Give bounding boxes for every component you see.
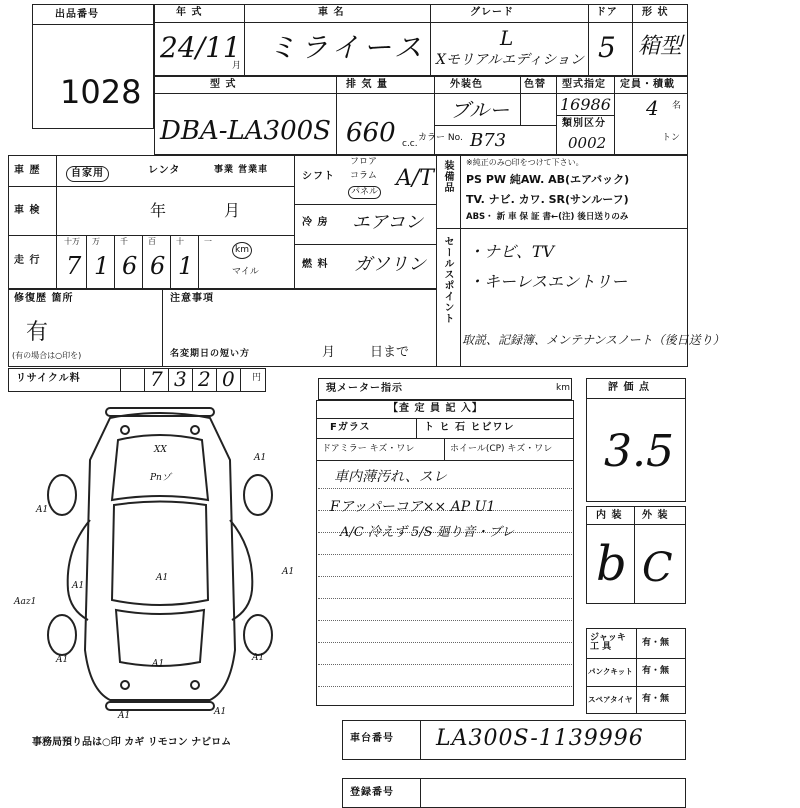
- chassis-value: LA300S-1139996: [436, 726, 644, 751]
- color-code-label: カラー No.: [418, 133, 463, 143]
- grade-line1: L: [500, 26, 514, 50]
- type-designation-value: 16986: [560, 95, 611, 114]
- displacement-value: 660: [346, 118, 396, 148]
- history-label: 車 歴: [14, 165, 41, 176]
- type-designation-label: 型式指定: [562, 79, 606, 90]
- tool-jack-label: ジャッキ 工 具: [590, 633, 626, 652]
- sales-point-1: ・ナビ、TV: [468, 242, 555, 261]
- mark-left-front: A1: [36, 505, 49, 515]
- color-code-value: B73: [470, 130, 507, 151]
- inspector-remark-2: Fアッパーコア×× AP U1: [330, 499, 496, 515]
- equipment-line3: ABS・ 新 車 保 証 書←(注) 後日送りのみ: [466, 212, 629, 222]
- sales-point-3: 取説、記録簿、メンテナンスノート（後日送り）: [462, 333, 725, 347]
- recycle-label: リサイクル料: [16, 373, 81, 384]
- displacement-label: 排 気 量: [346, 79, 388, 90]
- mileage-digit-label: 十: [176, 237, 184, 246]
- exterior-value: C: [642, 545, 673, 591]
- sales-points-label: セールスポイント: [442, 236, 453, 324]
- mark-front-pn: Pnゾ: [150, 473, 171, 483]
- interior-label: 内 装: [596, 510, 623, 521]
- mark-left-side: Aaz1: [14, 597, 37, 607]
- history-private[interactable]: 自家用: [66, 166, 109, 182]
- equipment-note: ※純正のみ○印をつけて下さい。: [466, 158, 584, 167]
- notes-label: 注意事項: [170, 293, 214, 304]
- doors-value: 5: [598, 31, 616, 64]
- color-value: ブルー: [450, 98, 510, 122]
- inspection-label: 車 検: [14, 205, 41, 216]
- mark-left-upper: A1: [72, 581, 85, 591]
- color-change-label: 色替: [524, 79, 546, 90]
- meter-label: 現メーター指示: [326, 383, 403, 394]
- tool-spare-value: 有・無: [642, 694, 670, 704]
- tool-puncture-label: パンクキット: [588, 667, 633, 676]
- recycle-digit: 7: [150, 367, 163, 391]
- tool-puncture-value: 有・無: [642, 666, 670, 676]
- doors-label: ドア: [596, 7, 618, 18]
- grade-line2: Xモリアルエディション: [436, 52, 585, 68]
- shape-value: 箱型: [638, 34, 683, 59]
- mileage-digit-label: 十万: [64, 237, 80, 246]
- mileage-digit: 1: [94, 252, 110, 280]
- shift-label: シフト: [302, 171, 335, 182]
- meter-unit: km: [556, 383, 570, 393]
- registration-label: 登録番号: [350, 787, 394, 798]
- color-label: 外装色: [450, 79, 483, 90]
- inspection-year: 年: [150, 201, 167, 220]
- door-mirror-field: ドアミラー キズ・ワレ: [322, 444, 415, 454]
- mileage-digit: 7: [66, 252, 82, 280]
- recycle-digit: 3: [174, 367, 187, 391]
- mileage-digit-label: 万: [92, 237, 100, 246]
- history-business[interactable]: 事業 営業車: [214, 165, 269, 175]
- mark-front-xx: XX: [154, 445, 167, 455]
- repair-label: 修復歴 箇所: [14, 293, 74, 304]
- mileage-digit-label: 一: [204, 237, 212, 246]
- history-rental[interactable]: レンタ: [148, 165, 181, 176]
- equipment-label: 装備品: [442, 160, 453, 193]
- shift-column[interactable]: コラム: [350, 171, 377, 181]
- shape-label: 形 状: [642, 7, 669, 18]
- recycle-digit: 2: [198, 367, 211, 391]
- shift-floor[interactable]: フロア: [350, 157, 378, 167]
- inspector-remark-1: 車内薄汚れ、スレ: [334, 469, 447, 485]
- inspector-title: 【査 定 員 記 入】: [388, 403, 483, 414]
- recycle-digit: 0: [222, 367, 235, 391]
- model-label: 型 式: [210, 79, 237, 90]
- accessories-text: 事務局預り品は○印 カギ リモコン ナビロム: [32, 737, 232, 748]
- mileage-unit-mile[interactable]: マイル: [232, 267, 259, 277]
- fuel-label: 燃 料: [302, 259, 329, 270]
- inspection-month: 月: [224, 201, 241, 220]
- displacement-unit: c.c.: [402, 139, 418, 149]
- mark-left-rear: A1: [56, 655, 69, 665]
- capacity-value: 4: [646, 96, 659, 120]
- notes-short-label: 名変期日の短い方: [170, 349, 251, 359]
- interior-value: b: [596, 536, 627, 592]
- make-label: 車 名: [318, 7, 345, 18]
- tool-spare-label: スペアタイヤ: [588, 695, 633, 704]
- repair-value: 有: [26, 320, 49, 345]
- notes-month: 月: [322, 345, 336, 360]
- mark-rear-right-bottom: A1: [214, 707, 227, 717]
- mark-roof: A1: [156, 573, 169, 583]
- equipment-line1: PS PW 純AW. AB(エアバック): [466, 173, 630, 186]
- lot-number: 1028: [60, 73, 142, 111]
- fuel-value: ガソリン: [354, 254, 426, 275]
- sales-point-2: ・キーレスエントリー: [468, 272, 628, 291]
- class-code-value: 0002: [568, 134, 607, 152]
- mileage-digit-label: 百: [148, 237, 156, 246]
- year-unit: 月: [232, 61, 242, 71]
- aircon-value: エアコン: [352, 212, 424, 233]
- inspector-remark-3: A/C 冷えず 5/S 廻り音・ブレ: [340, 525, 515, 540]
- mileage-unit-km[interactable]: km: [232, 242, 252, 259]
- capacity-unit: 名: [672, 101, 682, 111]
- notes-day: 日まで: [370, 345, 410, 360]
- mark-right-front: A1: [254, 453, 267, 463]
- mileage-digit: 1: [178, 252, 194, 280]
- class-code-label: 類別区分: [562, 118, 606, 129]
- mark-right-rear: A1: [252, 653, 265, 663]
- make-value: ミライース: [268, 31, 426, 64]
- score-label: 評 価 点: [608, 382, 650, 393]
- shift-panel[interactable]: パネル: [348, 186, 381, 199]
- mileage-digit-label: 千: [120, 237, 128, 246]
- exterior-label: 外 装: [642, 510, 669, 521]
- year-label: 年 式: [176, 7, 203, 18]
- score-value: 3.5: [604, 426, 674, 477]
- shift-value: A/T: [396, 166, 434, 191]
- mileage-digit: 6: [150, 252, 166, 280]
- aircon-label: 冷 房: [302, 217, 329, 228]
- capacity-load-unit: トン: [662, 133, 681, 143]
- model-value: DBA-LA300S: [160, 116, 331, 146]
- mark-right-side: A1: [282, 567, 295, 577]
- glass-label: Fガラス: [330, 422, 371, 433]
- mileage-label: 走 行: [14, 255, 41, 266]
- lot-label: 出品番号: [55, 9, 99, 20]
- mark-rear-center: A1: [152, 659, 165, 669]
- repair-note: (有の場合は○印を): [12, 351, 82, 360]
- year-value: 24/11: [160, 31, 241, 64]
- grade-label: グレード: [470, 7, 514, 18]
- glass-options: ト ヒ 石 ヒビワレ: [424, 422, 515, 433]
- chassis-label: 車台番号: [350, 733, 394, 744]
- wheel-field: ホイール(CP) キズ・ワレ: [450, 444, 553, 454]
- mileage-digit: 6: [122, 252, 138, 280]
- mark-rear-bottom: A1: [118, 711, 131, 721]
- tool-jack-value: 有・無: [642, 638, 670, 648]
- equipment-line2: TV. ナビ. カワ. SR(サンルーフ): [466, 193, 629, 206]
- capacity-label: 定員・積載: [620, 79, 675, 90]
- recycle-unit: 円: [252, 373, 262, 383]
